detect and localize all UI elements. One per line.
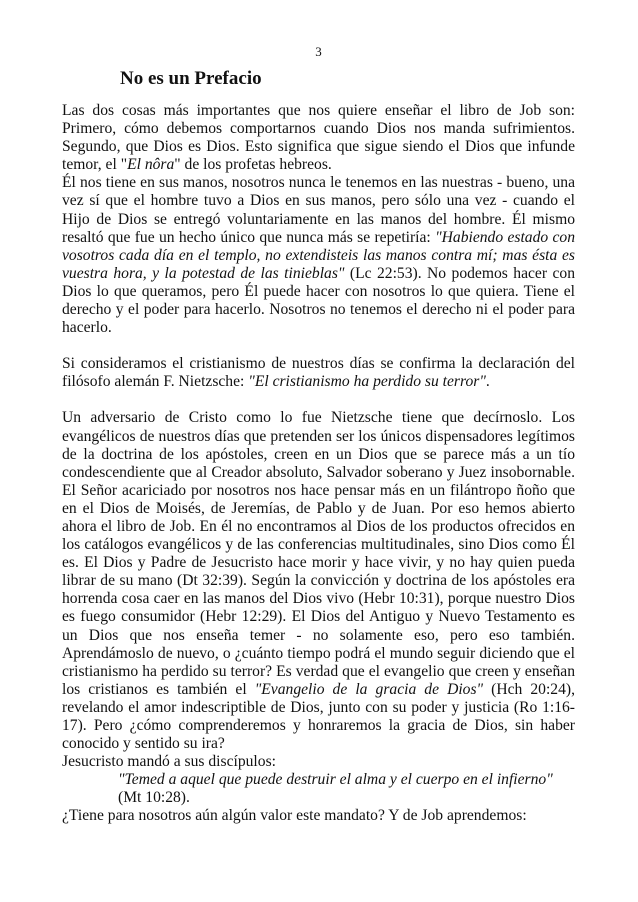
block-quote: "Temed a aquel que puede destruir el alma y el cuerpo en el infierno" (Mt 10:28). <box>118 771 553 807</box>
paragraph-1: Las dos cosas más importantes que nos quiere enseñar el libro de Job son: Primero, cómo debemos comportarnos cuando Dios nos manda sufrimientos. Segundo, que Dios es Dios. Esto significa que sigue siendo el Dios que infunde temor, el "El nôra" de los profetas hebreos. <box>62 102 575 174</box>
paragraph-2: Él nos tiene en sus manos, nosotros nunca le tenemos en las nuestras - bueno, una vez sí que el hombre tuvo a Dios en sus manos, pero sólo una vez - cuando el Hijo de Dios se entregó voluntariamente en las manos del hombre. Él mismo resaltó que fue un hecho único que nunca más se repetiría: "Habiendo estado con vosotros cada día en el templo, no extendisteis las manos contra mí; mas ésta es vuestra hora, y la potestad de las tinieblas" (Lc 22:53). No podemos hacer con Dios lo que queramos, pero Él puede hacer con nosotros lo que quiera. Tiene el derecho y el poder para hacerlo. Nosotros no tenemos el derecho ni el poder para hacerlo. <box>62 174 576 337</box>
page-number: 3 <box>315 44 322 59</box>
body-text <box>62 102 575 826</box>
page-title: No es un Prefacio <box>120 68 262 89</box>
paragraph-5: Jesucristo mandó a sus discípulos: <box>62 753 276 771</box>
paragraph-4: Un adversario de Cristo como lo fue Nietzsche tiene que decírnoslo. Los evangélicos de nuestros días que pretenden ser los únicos dispensadores legítimos de la doctrina de los apóstoles, creen en un Dios que se parece más a un tío condescendiente que al Creador absoluto, Salvador soberano y Juez insobornable. El Señor acariciado por nosotros nos hace pensar más en un filántropo ñoño que en el Dios de Moisés, de Jeremías, de Pablo y de Juan. Por eso hemos abierto ahora el libro de Job. En él no encontramos al Dios de los productos ofrecidos en los catálogos evangélicos y de las conferencias multitudinales, sino Dios como Él es. El Dios y Padre de Jesucristo hace morir y hace vivir, y no hay quien pueda librar de su mano (Dt 32:39). Según la convicción y doctrina de los apóstoles era horrenda cosa caer en las manos del Dios vivo (Hebr 10:31), porque nuestro Dios es fuego consumidor (Hebr 12:29). El Dios del Antiguo y Nuevo Testamento es un Dios que nos enseña temer - no solamente eso, pero eso también. Aprendámoslo de nuevo, o ¿cuánto tiempo podrá el mundo seguir diciendo que el cristianismo ha perdido su terror? Es verdad que el evangelio que creen y enseñan los cristianos es también el "Evangelio de la gracia de Dios" (Hch 20:24), revelando el amor indescriptible de Dios, junto con su poder y justicia (Ro 1:16-17). Pero ¿cómo comprenderemos y honraremos la gracia de Dios, sin haber conocido y sentido su ira? <box>62 409 575 753</box>
paragraph-6: ¿Tiene para nosotros aún algún valor este mandato? Y de Job aprendemos: <box>62 807 527 825</box>
paragraph-3: Si consideramos el cristianismo de nuestros días se confirma la declaración del filósofo alemán F. Nietzsche: "El cristianismo ha perdido su terror". <box>62 355 575 391</box>
